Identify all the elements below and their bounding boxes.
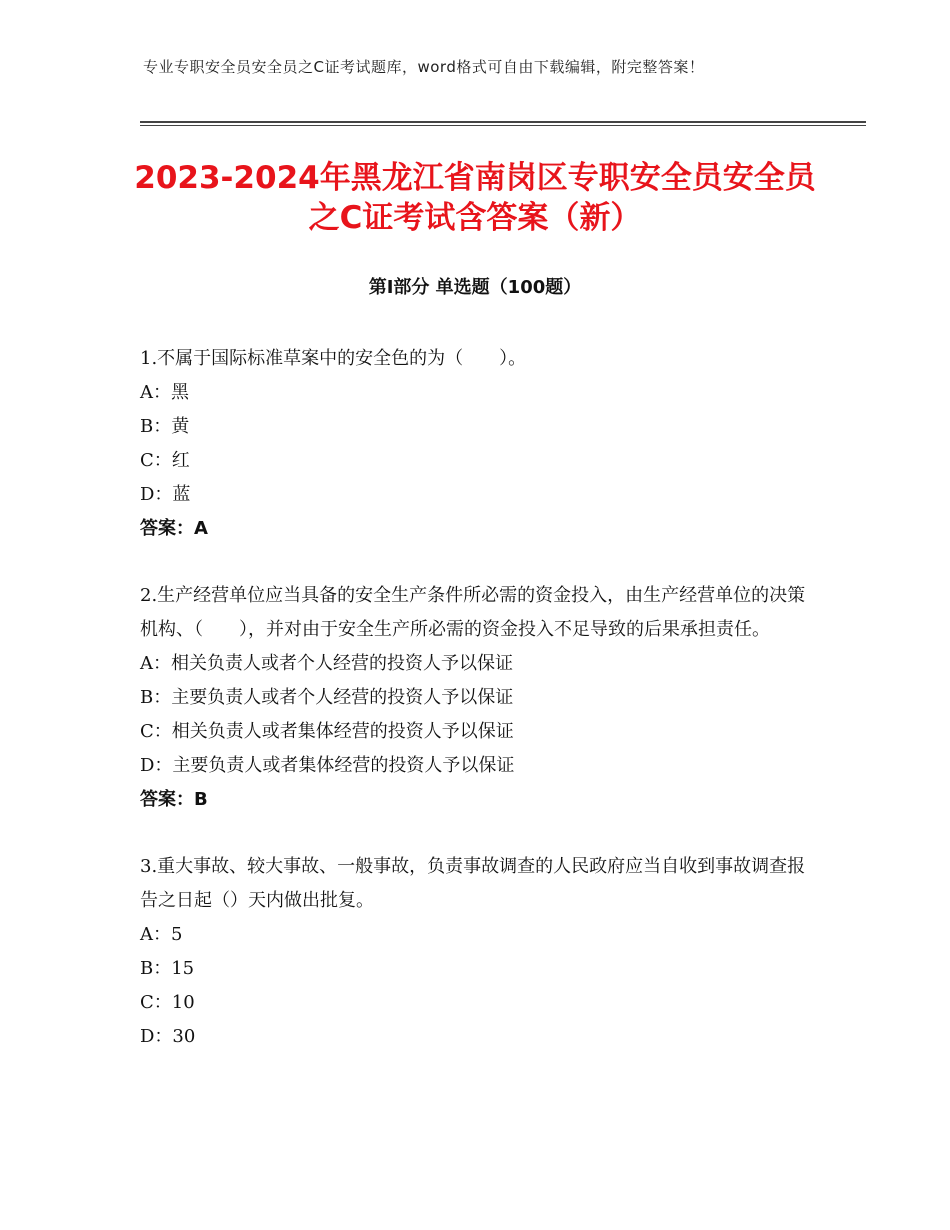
option-b: B：15 — [140, 958, 195, 979]
question-2 — [140, 579, 820, 817]
question-stem: 2.生产经营单位应当具备的安全生产条件所必需的资金投入，由生产经营单位的决策机构、（ ），并对由于安全生产所必需的资金投入不足导致的后果承担责任。 — [140, 585, 806, 640]
question-stem: 1.不属于国际标准草案中的安全色的为（ ）。 — [140, 348, 527, 369]
answer: 答案：A — [140, 518, 208, 539]
question-stem: 3.重大事故、较大事故、一般事故，负责事故调查的人民政府应当自收到事故调查报告之日起（）天内做出批复。 — [140, 856, 806, 911]
option-c: C：红 — [140, 450, 190, 471]
section-title: 第Ⅰ部分 单选题（100题） — [368, 277, 582, 298]
option-a: A：5 — [140, 924, 183, 945]
option-a: A：黑 — [140, 382, 189, 403]
option-d: D：30 — [140, 1026, 196, 1047]
option-b: B：黄 — [140, 416, 190, 437]
document-title: 2023-2024年黑龙江省南岗区专职安全员安全员之C证考试含答案（新） — [134, 160, 816, 236]
header-divider-thick — [140, 121, 866, 123]
option-a: A：相关负责人或者个人经营的投资人予以保证 — [140, 653, 513, 674]
question-list — [140, 342, 820, 1087]
option-d: D：蓝 — [140, 484, 191, 505]
option-d: D：主要负责人或者集体经营的投资人予以保证 — [140, 755, 515, 776]
header-note: 专业专职安全员安全员之C证考试题库，word格式可自由下载编辑，附完整答案！ — [143, 58, 705, 76]
question-1 — [140, 342, 820, 546]
answer: 答案：B — [140, 789, 208, 810]
question-3 — [140, 850, 820, 1054]
option-c: C：相关负责人或者集体经营的投资人予以保证 — [140, 721, 514, 742]
option-b: B：主要负责人或者个人经营的投资人予以保证 — [140, 687, 514, 708]
option-c: C：10 — [140, 992, 195, 1013]
header-divider-thin — [140, 125, 866, 126]
